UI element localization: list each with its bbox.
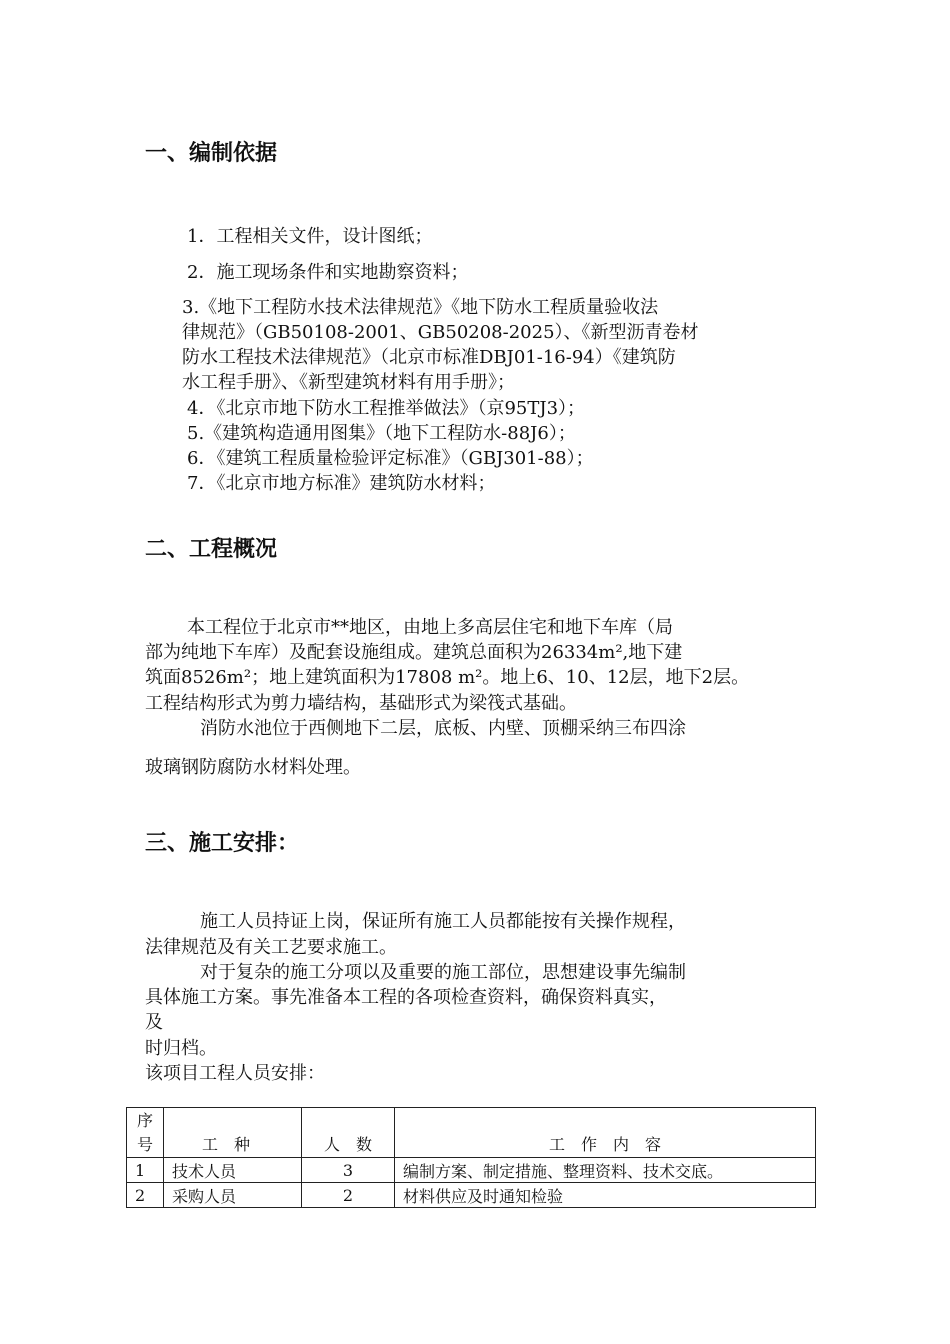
staff-intro: 该项目工程人员安排：: [145, 1063, 325, 1084]
arrangement-p1-line-2: 法律规范及有关工艺要求施工。: [145, 937, 397, 958]
header-content: 工 作 内 容: [395, 1108, 816, 1158]
section-heading-basis: 一、编制依据: [145, 141, 278, 166]
header-no-line-2: 号: [136, 1134, 153, 1154]
header-no-line-1: 序: [136, 1110, 153, 1130]
header-count: 人 数: [302, 1108, 395, 1158]
header-type: 工 种: [164, 1108, 302, 1158]
section-heading-overview: 二、工程概况: [145, 537, 278, 562]
row-content: 材料供应及时通知检验: [395, 1183, 816, 1208]
basis-item-4: 4．《北京市地下防水工程推举做法》（京95TJ3）；: [187, 398, 586, 419]
overview-line-2: 部为纯地下车库）及配套设施组成。建筑总面积为26334m²,地下建: [145, 642, 683, 663]
row-no: 1: [127, 1158, 164, 1183]
overview-fire-pool-line-2: 玻璃钢防腐防水材料处理。: [145, 757, 361, 778]
basis-item-3-line-4: 水工程手册》、《新型建筑材料有用手册》；: [182, 372, 515, 393]
basis-item-1: 1．工程相关文件，设计图纸；: [187, 226, 433, 247]
row-count: 2: [302, 1183, 395, 1208]
staff-table: [126, 1107, 816, 1208]
overview-line-4: 工程结构形式为剪力墙结构，基础形式为梁筏式基础。: [145, 693, 577, 714]
row-no: 2: [127, 1183, 164, 1208]
basis-item-5: 5.《建筑构造通用图集》（地下工程防水-88J6）；: [187, 423, 576, 444]
arrangement-p2-line-1: 对于复杂的施工分项以及重要的施工部位，思想建设事先编制: [200, 962, 686, 983]
arrangement-p2-line-2: 具体施工方案。事先准备本工程的各项检查资料，确保资料真实，: [145, 987, 667, 1008]
arrangement-p1-line-1: 施工人员持证上岗，保证所有施工人员都能按有关操作规程，: [200, 911, 686, 932]
row-content: 编制方案、制定措施、整理资料、技术交底。: [395, 1158, 816, 1183]
basis-item-2: 2．施工现场条件和实地勘察资料；: [187, 262, 469, 283]
arrangement-p2-line-3: 及: [145, 1012, 163, 1033]
basis-item-3-line-2: 律规范》（GB50108-2001、GB50208-2025）、《新型沥青卷材: [182, 322, 699, 343]
basis-item-3-line-3: 防水工程技术法律规范》（北京市标准DBJ01-16-94）《建筑防: [182, 347, 676, 368]
overview-fire-pool-line-1: 消防水池位于西侧地下二层，底板、内壁、顶棚采纳三布四涂: [200, 718, 686, 739]
row-type: 技术人员: [164, 1158, 302, 1183]
table-row: [127, 1183, 816, 1208]
table-row: [127, 1158, 816, 1183]
overview-line-1: 本工程位于北京市**地区，由地上多高层住宅和地下车库（局: [187, 617, 673, 638]
basis-item-7: 7．《北京市地方标准》建筑防水材料；: [187, 473, 496, 494]
basis-item-3-line-1: 3.《地下工程防水技术法律规范》《地下防水工程质量验收法: [182, 297, 659, 318]
basis-item-6: 6．《建筑工程质量检验评定标准》（GBJ301-88）；: [187, 448, 594, 469]
table-header-row: [127, 1108, 816, 1158]
overview-line-3: 筑面8526m²；地上建筑面积为17808 m²。地上6、10、12层，地下2层。: [145, 667, 750, 688]
arrangement-p2-line-4: 时归档。: [145, 1038, 217, 1059]
section-heading-arrangement: 三、施工安排：: [145, 831, 300, 856]
row-count: 3: [302, 1158, 395, 1183]
row-type: 采购人员: [164, 1183, 302, 1208]
header-no: [127, 1108, 164, 1158]
